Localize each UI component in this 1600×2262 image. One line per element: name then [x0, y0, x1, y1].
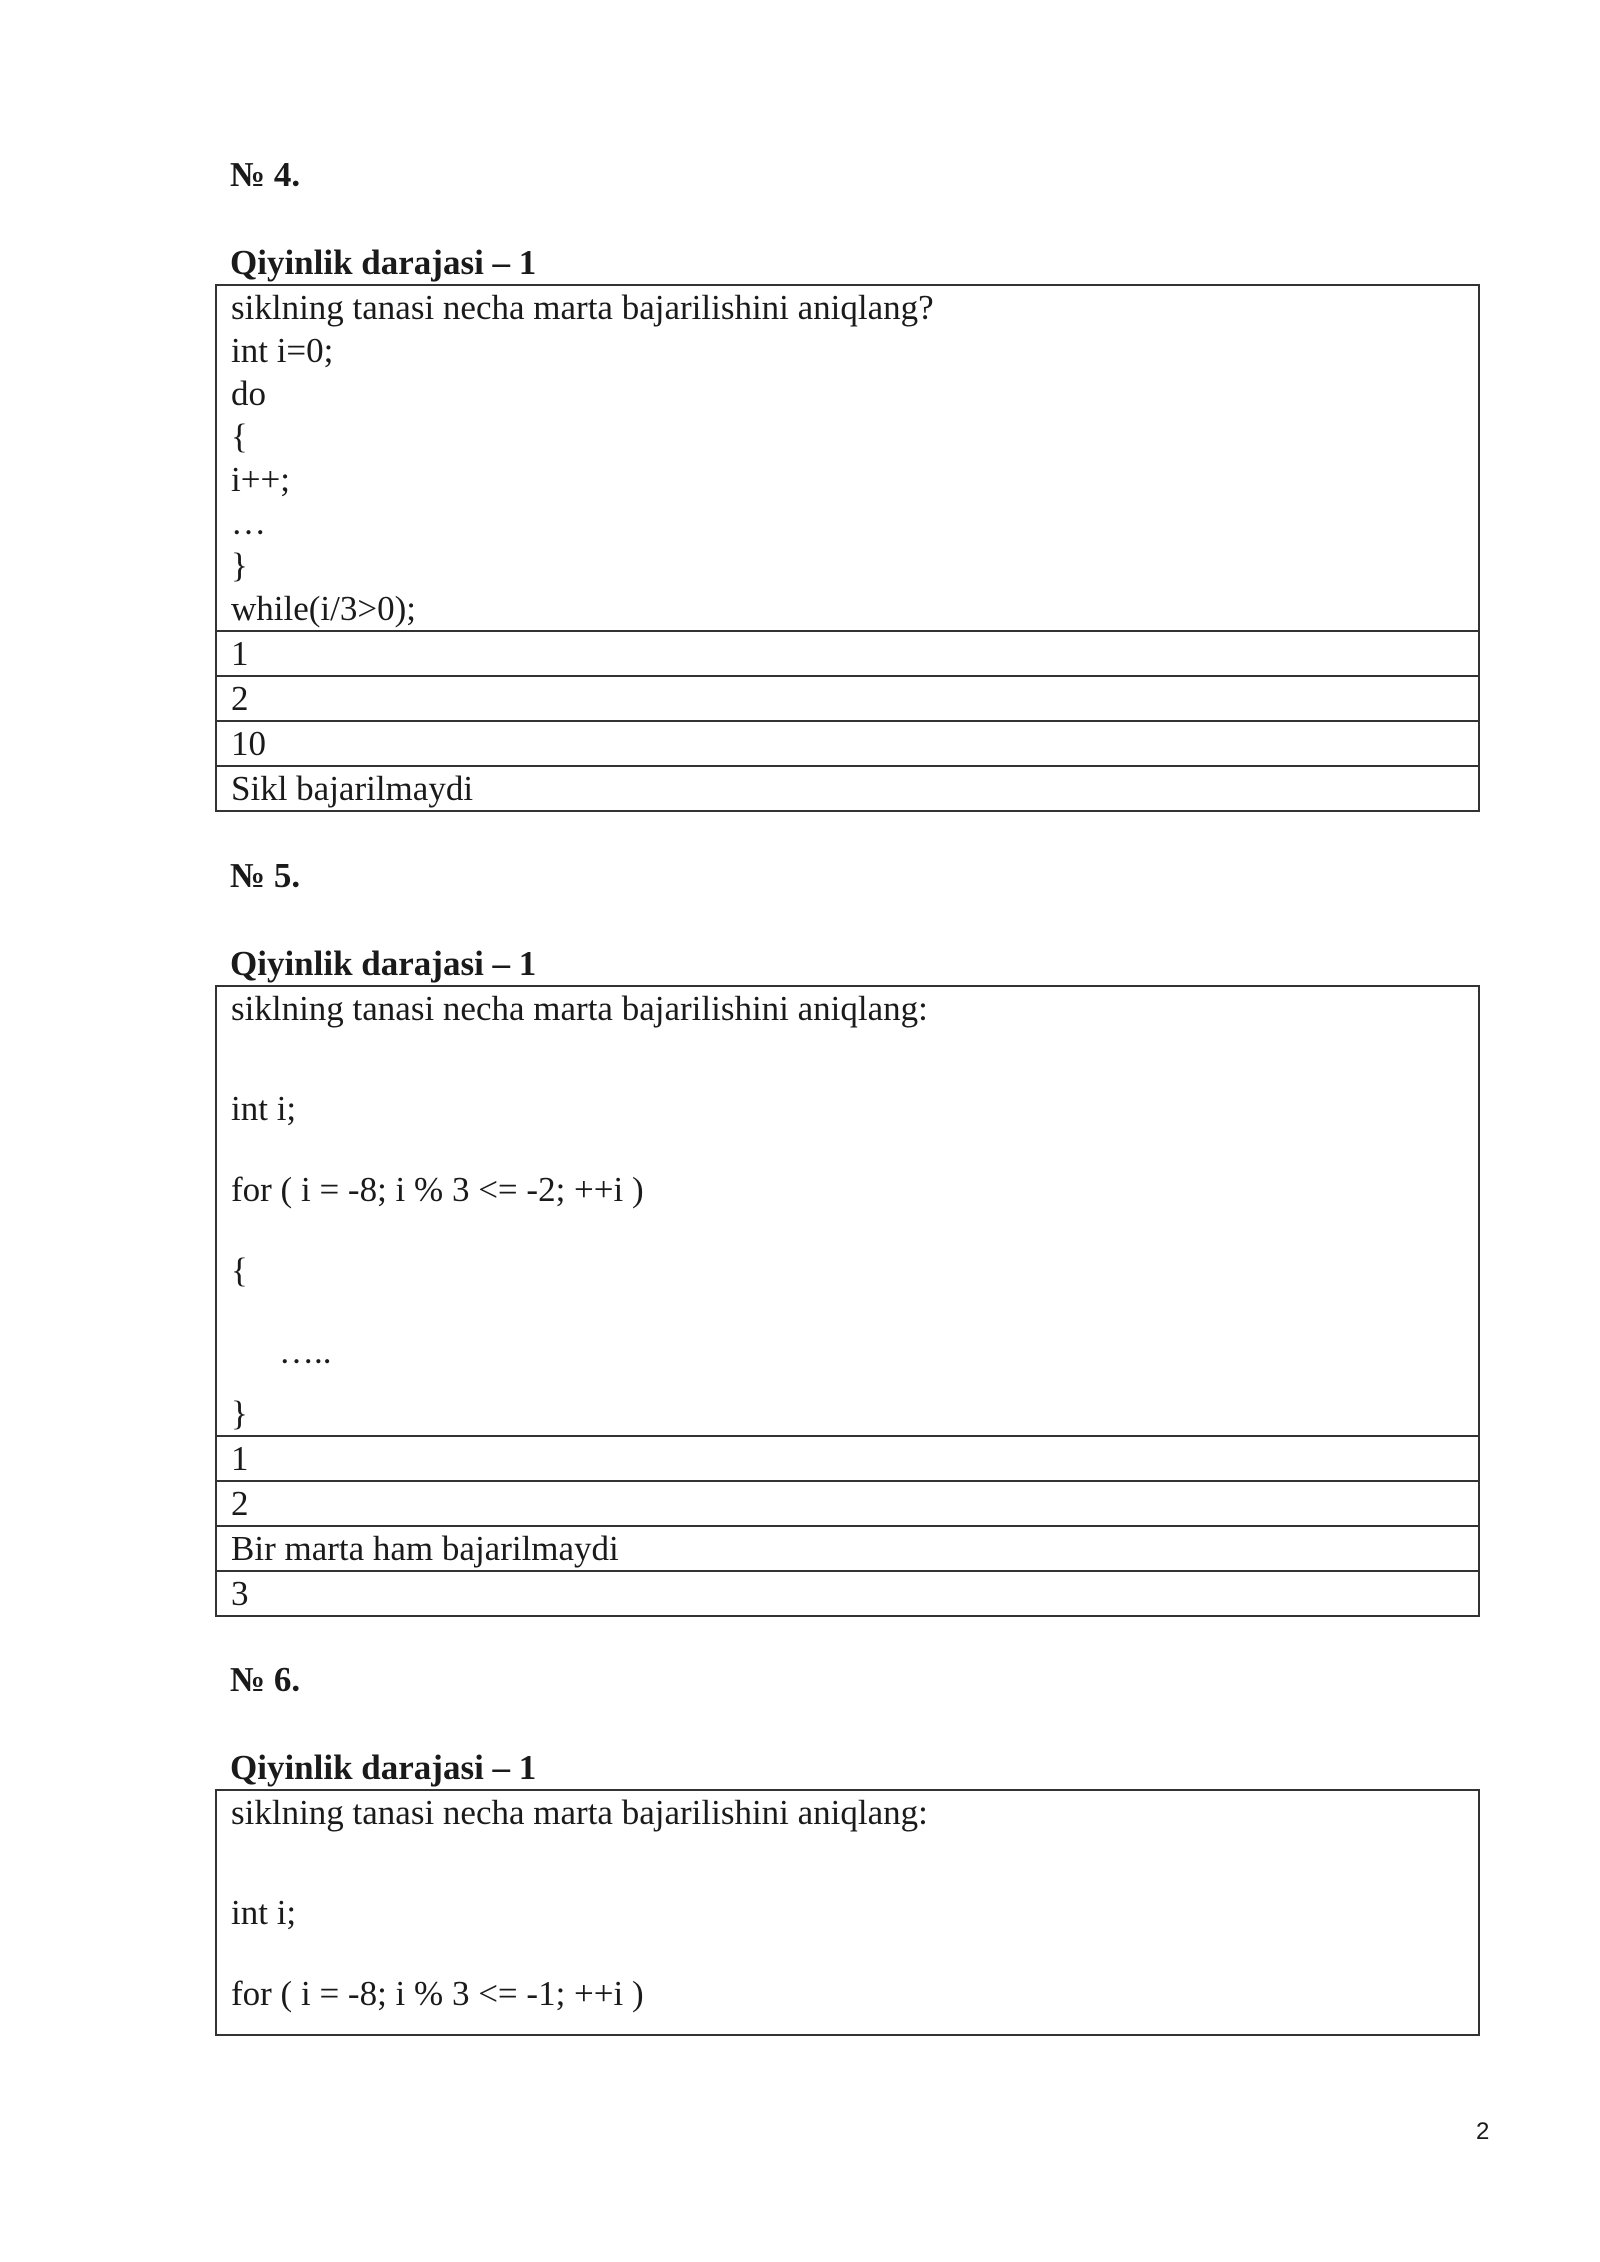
stem-line: }	[231, 1394, 248, 1433]
question-number: № 5.	[230, 856, 301, 895]
difficulty-level: Qiyinlik darajasi – 1	[230, 243, 537, 282]
answer-option: 2	[216, 1481, 1479, 1526]
stem-line: int i;	[231, 1893, 297, 1932]
question-number: № 4.	[230, 155, 301, 194]
stem-line: siklning tanasi necha marta bajarilishini aniqlang:	[231, 989, 928, 1028]
stem-line: i++;	[231, 460, 290, 499]
answer-option: 2	[216, 676, 1479, 721]
stem-line: siklning tanasi necha marta bajarilishini aniqlang?	[231, 288, 934, 327]
stem-line: while(i/3>0);	[231, 589, 416, 628]
stem-line: do	[231, 374, 266, 413]
stem-line: int i=0;	[231, 331, 334, 370]
answer-option: Bir marta ham bajarilmaydi	[216, 1526, 1479, 1571]
answer-option: 1	[216, 631, 1479, 676]
page-number: 2	[1476, 2118, 1490, 2145]
question-stem	[216, 285, 1479, 631]
question-table	[215, 1789, 1480, 2036]
stem-line: …	[231, 503, 266, 542]
question-number: № 6.	[230, 1660, 301, 1699]
difficulty-level: Qiyinlik darajasi – 1	[230, 944, 537, 983]
question-table	[215, 985, 1480, 1617]
question-stem	[216, 986, 1479, 1436]
difficulty-level: Qiyinlik darajasi – 1	[230, 1748, 537, 1787]
stem-line: siklning tanasi necha marta bajarilishini aniqlang:	[231, 1793, 928, 1832]
answer-option: 10	[216, 721, 1479, 766]
question-stem	[216, 1790, 1479, 2035]
stem-line: }	[231, 546, 248, 585]
answer-option: 1	[216, 1436, 1479, 1481]
stem-line: …..	[279, 1332, 332, 1371]
answer-option: 3	[216, 1571, 1479, 1616]
stem-line: int i;	[231, 1089, 297, 1128]
answer-option: Sikl bajarilmaydi	[216, 766, 1479, 811]
stem-line: for ( i = -8; i % 3 <= -1; ++i )	[231, 1974, 644, 2013]
question-table	[215, 284, 1480, 812]
stem-line: {	[231, 417, 248, 456]
stem-line: for ( i = -8; i % 3 <= -2; ++i )	[231, 1170, 644, 1209]
stem-line: {	[231, 1251, 248, 1290]
